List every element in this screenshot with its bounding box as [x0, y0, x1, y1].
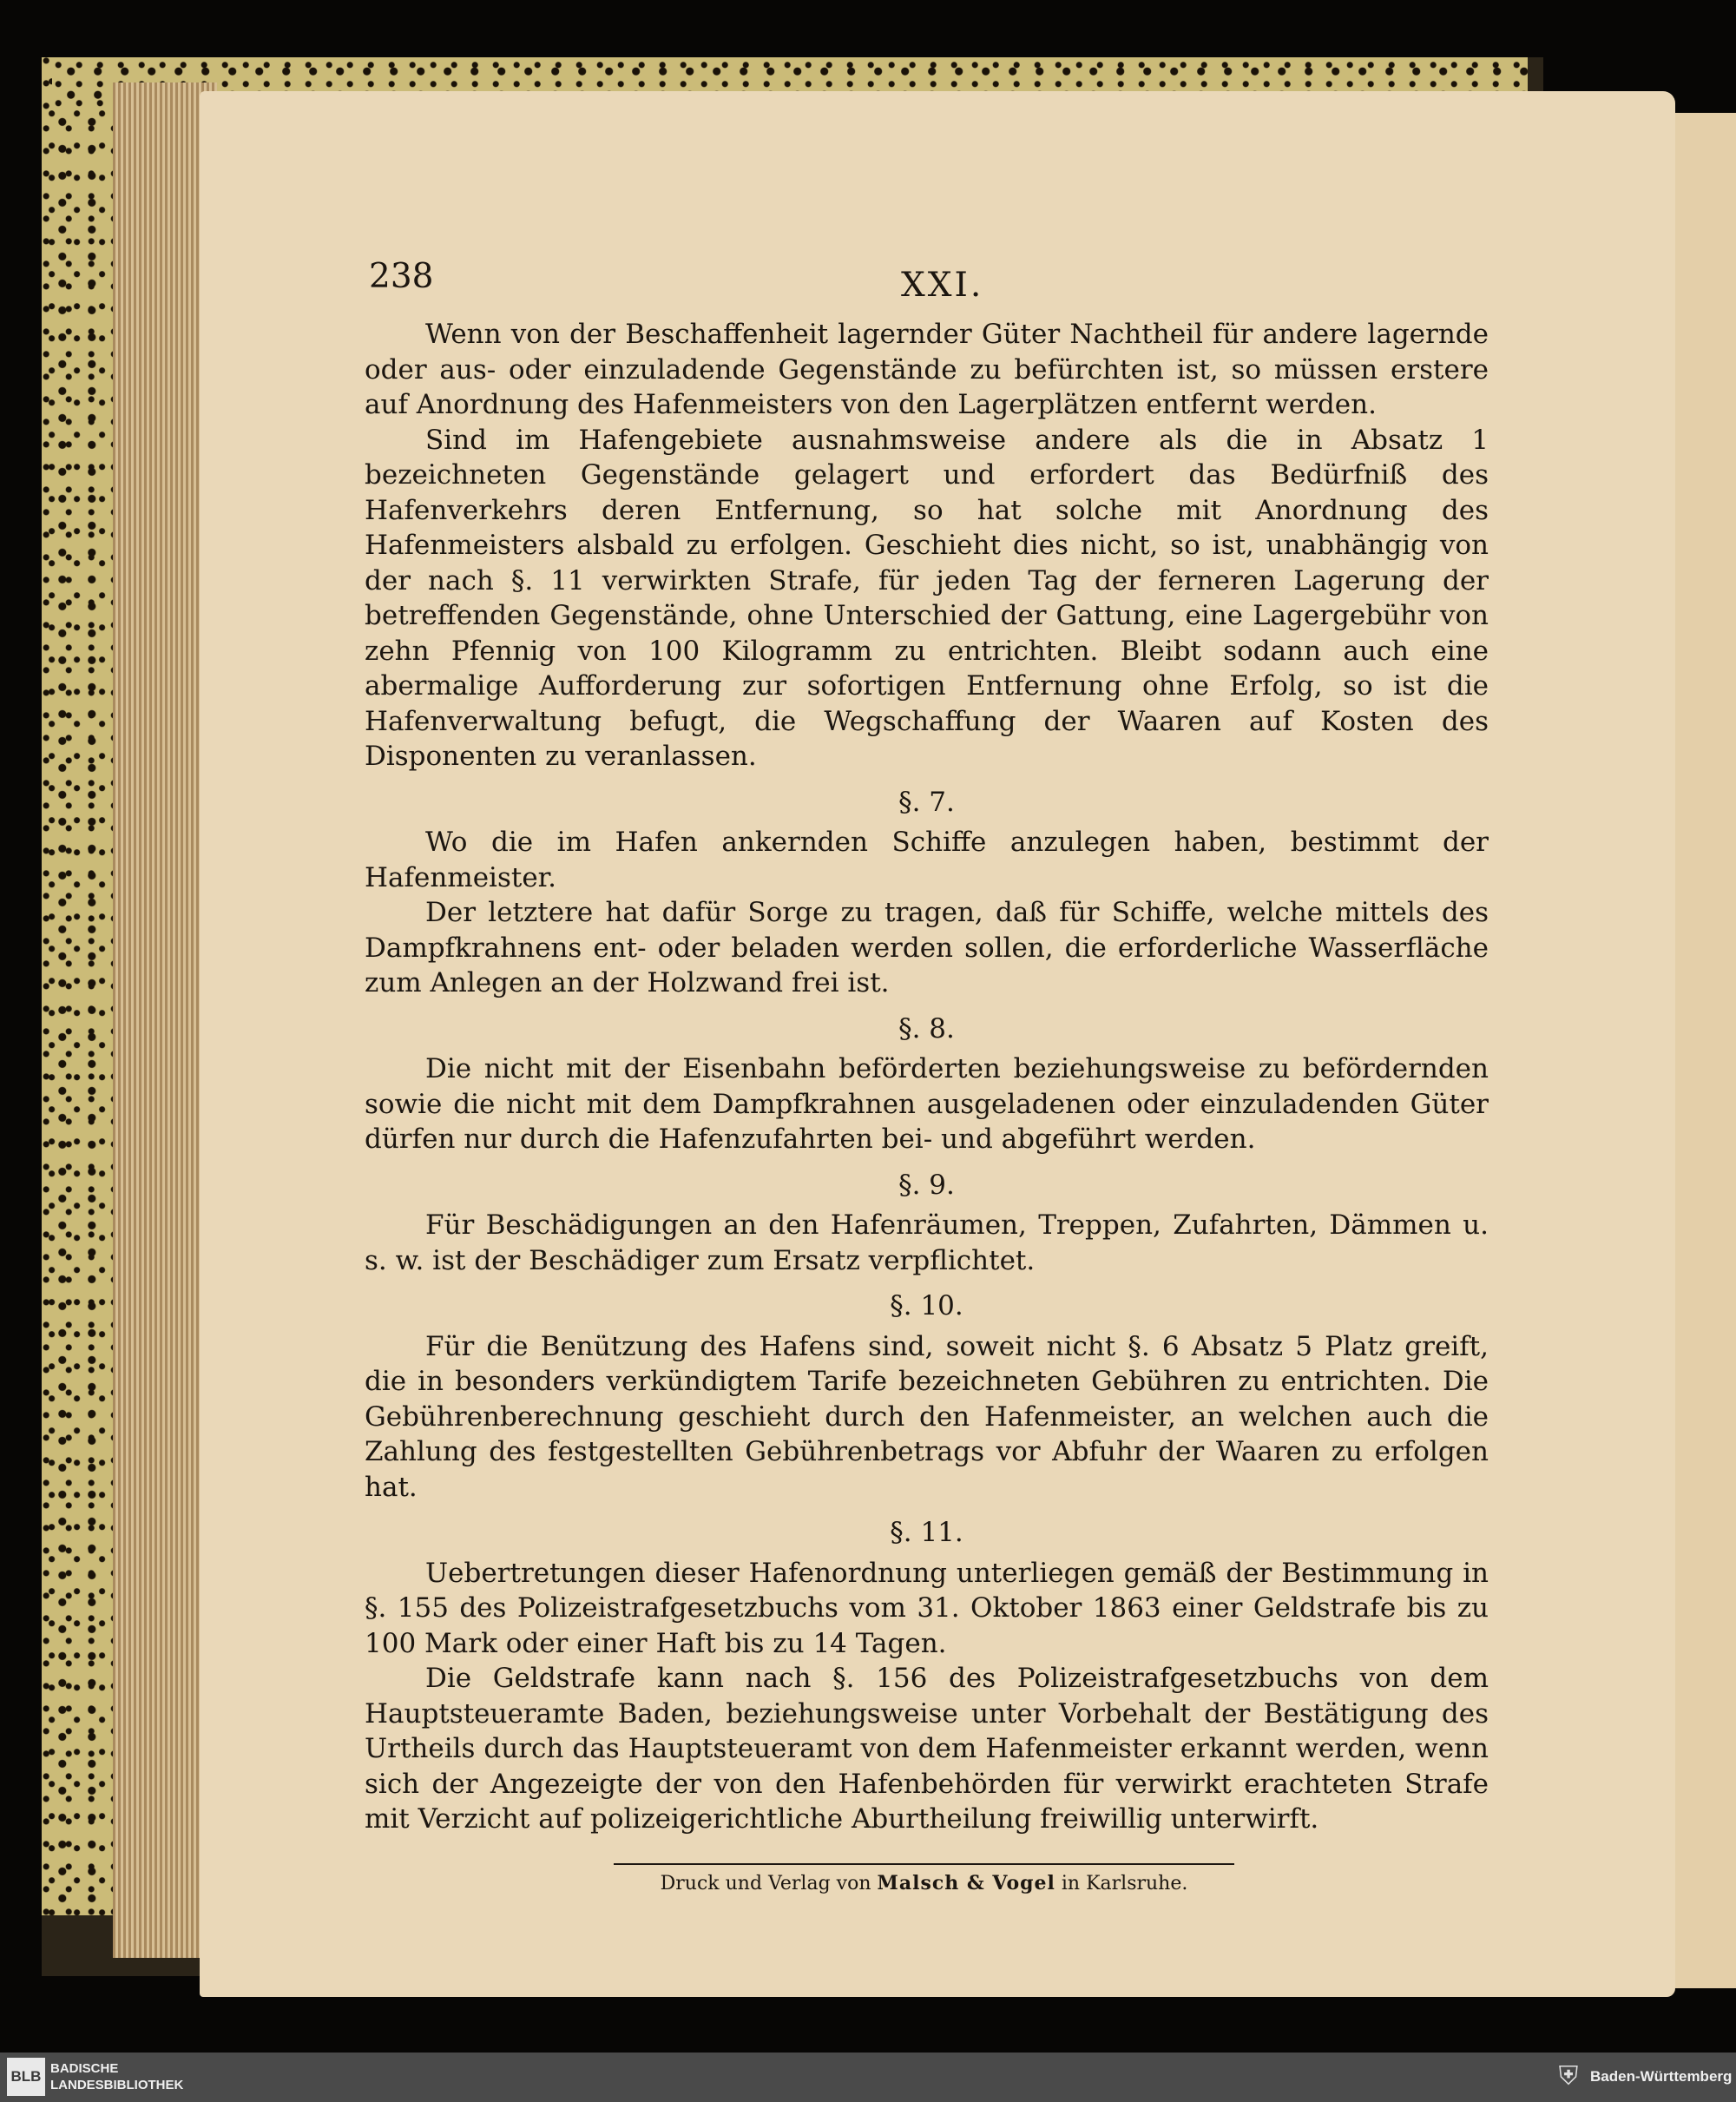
paragraph: Für die Benützung des Hafens sind, soweit nicht §. 6 Absatz 5 Platz greift, die in besonders verkündigtem Tarife bezeichneten Gebühren zu entrichten. Die Gebührenberechnung geschieht durch den Hafenmeister, an welchen auch die Zahlung des festgestellten Gebührenbetrags vor Abfuhr der Waaren zu erfolgen hat.: [365, 1330, 1489, 1503]
imprint-rule: [614, 1863, 1234, 1865]
body-text: [365, 317, 1489, 1837]
paragraph: Wo die im Hafen ankernden Schiffe anzulegen haben, bestimmt der Hafenmeister.: [365, 827, 1489, 893]
paragraph: Der letztere hat dafür Sorge zu tragen, daß für Schiffe, welche mittels des Dampfkrahnens ent- oder beladen werden sollen, die erforderliche Wasserfläche zum Anlegen an der Holzwand frei ist.: [365, 897, 1489, 998]
section-heading: §. 11.: [890, 1517, 963, 1548]
library-name-line2: LANDESBIBLIOTHEK: [50, 2078, 184, 2092]
section-heading: §. 7.: [898, 786, 955, 818]
facing-page-edge: [1667, 113, 1736, 1988]
state-name[interactable]: Baden-Württemberg: [1590, 2068, 1733, 2085]
paragraph: Die nicht mit der Eisenbahn beförderten beziehungsweise zu befördernden sowie die nicht mit dem Dampfkrahnen ausgeladenen oder einzuladenden Güter dürfen nur durch die Hafenzufahrten bei- und abgeführt werden.: [365, 1053, 1489, 1155]
viewer-footer-bar: [0, 2053, 1736, 2102]
section-heading: §. 8.: [898, 1012, 955, 1044]
imprint-line: [614, 1872, 1234, 1894]
imprint-suffix: in Karlsruhe.: [1061, 1873, 1188, 1894]
paragraph: Für Beschädigungen an den Hafenräumen, Treppen, Zufahrten, Dämmen u. s. w. ist der Beschädiger zum Ersatz verpflichtet.: [365, 1209, 1489, 1276]
blb-logo[interactable]: BLB: [7, 2058, 45, 2096]
imprint-prefix: Druck und Verlag von: [660, 1873, 871, 1894]
section-heading: §. 9.: [898, 1169, 955, 1201]
coat-of-arms-icon: ⛨: [1558, 2061, 1579, 2092]
library-name[interactable]: [50, 2060, 183, 2093]
page-number: 238: [369, 257, 434, 296]
imprint-publisher: Malsch & Vogel: [877, 1872, 1055, 1894]
running-head: XXI.: [901, 266, 984, 305]
section-heading: §. 10.: [890, 1290, 963, 1321]
paragraph: Die Geldstrafe kann nach §. 156 des Polizeistrafgesetzbuchs von dem Hauptsteueramte Baden, beziehungsweise unter Vorbehalt der Bestätigung des Urtheils durch das Hauptsteueramt von dem Hafenmeister erkannt werden, wenn sich der Angezeigte der von den Hafenbehörden für verwirkt erachteten Strafe mit Verzicht auf polizeigerichtliche Aburtheilung freiwillig unterwirft.: [365, 1663, 1489, 1835]
paragraph: Uebertretungen dieser Hafenordnung unterliegen gemäß der Bestimmung in §. 155 des Polizeistrafgesetzbuchs vom 31. Oktober 1863 einer Geldstrafe bis zu 100 Mark oder einer Haft bis zu 14 Tagen.: [365, 1557, 1489, 1659]
paragraph: Sind im Hafengebiete ausnahmsweise andere als die in Absatz 1 bezeichneten Gegenstände gelagert und erfordert das Bedürfniß des Hafenverkehrs deren Entfernung, so hat solche mit Anordnung des Hafenmeisters alsbald zu erfolgen. Geschieht dies nicht, so ist, unabhängig von der nach §. 11 verwirkten Strafe, für jeden Tag der ferneren Lagerung der betreffenden Gegenstände, ohne Unterschied der Gattung, eine Lagergebühr von zehn Pfennig von 100 Kilogramm zu entrichten. Bleibt sodann auch eine abermalige Aufforderung zur sofortigen Entfernung ohne Erfolg, so ist die Hafenverwaltung befugt, die Wegschaffung der Waaren auf Kosten des Disponenten zu veranlassen.: [365, 424, 1489, 772]
paragraph: Wenn von der Beschaffenheit lagernder Güter Nachtheil für andere lagernde oder aus- oder einzuladende Gegenstände zu befürchten ist, so müssen erstere auf Anordnung des Hafenmeisters von den Lagerplätzen entfernt werden.: [365, 319, 1489, 420]
library-name-line1: BADISCHE: [50, 2061, 119, 2076]
